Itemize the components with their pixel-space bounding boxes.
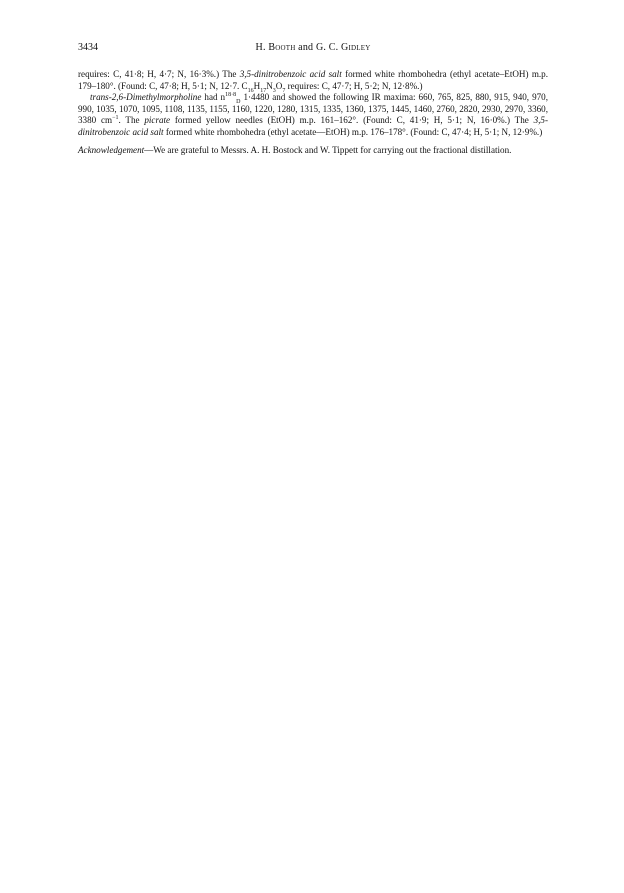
- running-header: [78, 42, 548, 56]
- author-conjunction: and: [295, 42, 316, 53]
- text: had n: [201, 92, 226, 103]
- compound-name: trans-2,6-Dimethylmorpholine: [90, 92, 202, 103]
- author1-surname: Booth: [268, 42, 296, 53]
- subscript: 7: [282, 87, 286, 94]
- running-authors: [78, 42, 548, 53]
- compound-name: 3,5-dinitrobenzoic acid salt: [78, 115, 549, 137]
- text: requires: C, 47·7; H, 5·2; N, 12·8%.): [285, 80, 423, 91]
- subscript: 17: [260, 87, 267, 94]
- superscript: −1: [112, 115, 119, 122]
- superscript: 18·8: [225, 92, 237, 99]
- paragraph-1: [78, 69, 548, 92]
- page: [78, 42, 548, 156]
- article-body: [78, 69, 548, 156]
- text: formed yellow needles (EtOH) m.p. 161–162°. (Found: C, 41·9; H, 5·1; N, 16·0%.) The: [170, 115, 534, 126]
- page-number: 3434: [78, 42, 98, 53]
- acknowledgement: [78, 145, 548, 157]
- acknowledgement-heading: Acknowledgement: [78, 144, 145, 155]
- text: requires: C, 41·8; H, 4·7; N, 16·3%.) The: [78, 69, 240, 79]
- text: O: [275, 80, 283, 91]
- author2-surname: Gidley: [341, 42, 371, 53]
- compound-name: picrate: [144, 115, 171, 126]
- text: 1·4480 and showed the following IR maxima: 660, 765, 825, 880, 915, 940, 970, 990, 1035, 1070, 1095, 1108, 1135, 1155, 1160, 1220, 1280, 1315, 1335, 1360, 1375, 1445, 1460, 2760, 2820, 2930, 2970, 3360, 3380 cm: [78, 92, 548, 126]
- subscript: 16: [247, 87, 254, 94]
- text: H: [253, 80, 261, 91]
- text: formed white rhombohedra (ethyl acetate—EtOH) m.p. 176–178°. (Found: C, 47·4; H, 5·1; N, 12·9%.): [163, 126, 543, 137]
- text: N: [266, 80, 273, 91]
- text: formed white rhombohedra (ethyl acetate–EtOH) m.p. 179–180°. (Found: C, 47·8; H, 5·1; N, 12·7. C: [78, 69, 548, 91]
- text: . The: [118, 115, 145, 126]
- text: —We are grateful to Messrs. A. H. Bostock and W. Tippett for carrying out the fractional distillation.: [144, 144, 512, 155]
- compound-name: 3,5-dinitrobenzoic acid salt: [239, 69, 342, 79]
- author2-initials: G. C.: [315, 42, 342, 53]
- subscript: 3: [272, 87, 276, 94]
- author1-initials: H.: [255, 42, 269, 53]
- subscript: D: [236, 99, 241, 105]
- paragraph-2: [78, 92, 548, 138]
